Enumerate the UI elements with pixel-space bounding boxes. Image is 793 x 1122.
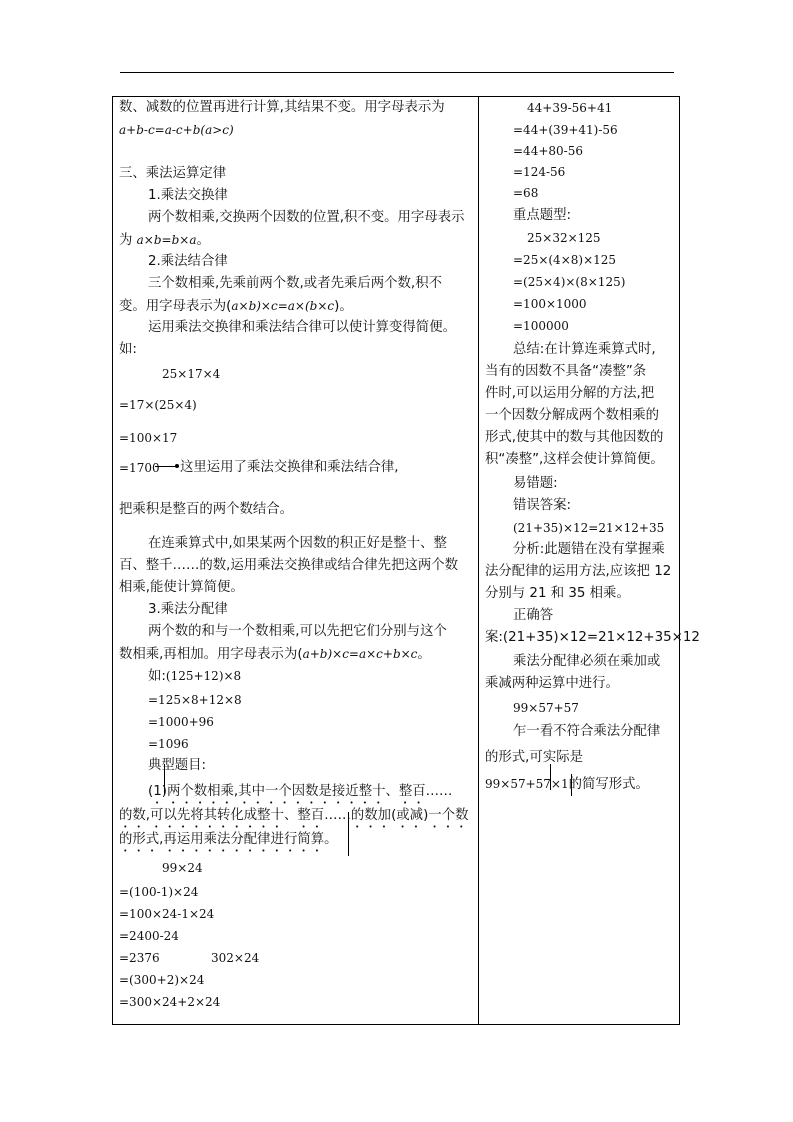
emphasized-text: 的形式,再运用乘法分配律进行简算。	[119, 832, 338, 847]
calc-line: 25×32×125	[527, 231, 601, 245]
left-text-line: 两个数相乘,交换两个因数的位置,积不变。用字母表示	[148, 210, 465, 225]
right-text-line: 法分配律的运用方法,应该把 12	[485, 564, 672, 579]
calc-line: (21+35)×12=21×12+35	[513, 521, 665, 535]
right-text-line: 一个因数分解成两个数相乘的	[485, 408, 660, 423]
left-text-line: 典型题目:	[148, 758, 207, 773]
calc-line: =1000+96	[148, 715, 214, 729]
calc-line: =2400-24	[119, 929, 179, 943]
calc-line: =100×17	[119, 431, 178, 445]
right-heading: 错误答案:	[513, 498, 572, 513]
right-text-line: 形式,使其中的数与其他因数的	[485, 430, 664, 445]
calc-line: =1096	[148, 737, 189, 751]
left-text-line: 如:	[119, 342, 137, 357]
left-text-line: 三个数相乘,先乘前两个数,或者先乘后两个数,积不	[148, 276, 442, 291]
column-divider	[478, 96, 479, 1025]
right-text-line: 的形式,可实际是	[485, 750, 583, 765]
right-heading: 重点题型:	[513, 208, 572, 223]
right-text-line: 积“凑整”,这样会使计算简便。	[485, 452, 664, 467]
right-text-line: 乍一看不符合乘法分配律	[513, 724, 661, 739]
left-text-line: 百、整千……的数,运用乘法交换律或结合律先把这两个数	[119, 558, 459, 573]
calc-line: =125×8+12×8	[148, 693, 242, 707]
left-text-line: 在连乘算式中,如果某两个因数的积正好是整十、整	[148, 536, 447, 551]
right-text-line: 正确答	[513, 608, 554, 623]
edit-mark	[348, 812, 349, 856]
calc-line: =44+(39+41)-56	[513, 123, 618, 137]
calc-line: =(300+2)×24	[119, 973, 205, 987]
left-formula: a+b-c=a-c+b(a>c)	[119, 123, 234, 137]
calc-line: =(100-1)×24	[119, 885, 199, 899]
left-text-line: 两个数的和与一个数相乘,可以先把它们分别与这个	[148, 624, 447, 639]
calc-line: =25×(4×8)×125	[513, 253, 617, 267]
right-text-line: 案:(21+35)×12=21×12+35×12	[485, 630, 700, 645]
subsection-heading: 1.乘法交换律	[148, 188, 228, 203]
left-text-line: 变。用字母表示为(a×b)×c=a×(b×c)。	[119, 299, 353, 314]
section-heading: 三、乘法运算定律	[119, 166, 227, 181]
calc-line: 25×17×4	[162, 367, 221, 381]
left-text-line: 数相乘,再相加。用字母表示为(a+b)×c=a×c+b×c。	[119, 647, 431, 662]
calc-line: =300×24+2×24	[119, 995, 221, 1009]
right-text-line: 当有的因数不具备“凑整”条	[485, 364, 647, 379]
left-text-line: 运用乘法交换律和乘法结合律可以使计算变得简便。	[148, 320, 456, 335]
right-text-line: 乘法分配律必须在乘加或	[513, 654, 661, 669]
calc-line: =100000	[513, 319, 569, 333]
left-text-line: 数、减数的位置再进行计算,其结果不变。用字母表示为	[119, 100, 445, 115]
calc-line: =68	[513, 186, 539, 200]
calc-line: =124-56	[513, 165, 566, 179]
calc-line: =2376	[119, 951, 160, 965]
calc-line: =(25×4)×(8×125)	[513, 275, 626, 289]
calc-line: =100×24-1×24	[119, 907, 215, 921]
subsection-heading: 3.乘法分配律	[148, 602, 228, 617]
right-text-line: 件时,可以运用分解的方法,把	[485, 386, 655, 401]
calc-line: 302×24	[211, 951, 260, 965]
left-text-line: 相乘,能使计算简便。	[119, 580, 244, 595]
annotation-note: 把乘积是整百的两个数结合。	[119, 502, 294, 517]
header-rule	[120, 72, 674, 73]
arrow-connector	[155, 466, 177, 467]
right-text-line: 总结:在计算连乘算式时,	[513, 342, 656, 357]
calc-line: 99×24	[162, 861, 203, 875]
emphasized-text: 的数,可以先将其转化成整十、整百……的数加(或减)一个数	[119, 808, 469, 823]
annotation-note: 这里运用了乘法交换律和乘法结合律,	[180, 460, 399, 475]
subsection-heading: 2.乘法结合律	[148, 254, 228, 269]
calc-line: 44+39-56+41	[527, 101, 613, 115]
right-text-line: 分别与 21 和 35 相乘。	[485, 586, 630, 601]
calc-line: =1700	[119, 461, 160, 475]
emphasized-text: (1)两个数相乘,其中一个因数是接近整十、整百……	[148, 784, 453, 799]
calc-line: 99×57+57	[513, 701, 579, 715]
calc-line: 如:(125+12)×8	[148, 669, 242, 684]
right-heading: 易错题:	[513, 476, 558, 491]
right-text-line: 分析:此题错在没有掌握乘	[513, 542, 665, 557]
left-text-line: 为 a×b=b×a。	[119, 233, 210, 248]
calc-line: =17×(25×4)	[119, 398, 197, 412]
calc-line: =100×1000	[513, 297, 587, 311]
right-text-line: 99×57+57×1的简写形式。	[485, 777, 649, 792]
right-text-line: 乘减两种运算中进行。	[485, 676, 619, 691]
calc-line: =44+80-56	[513, 144, 583, 158]
